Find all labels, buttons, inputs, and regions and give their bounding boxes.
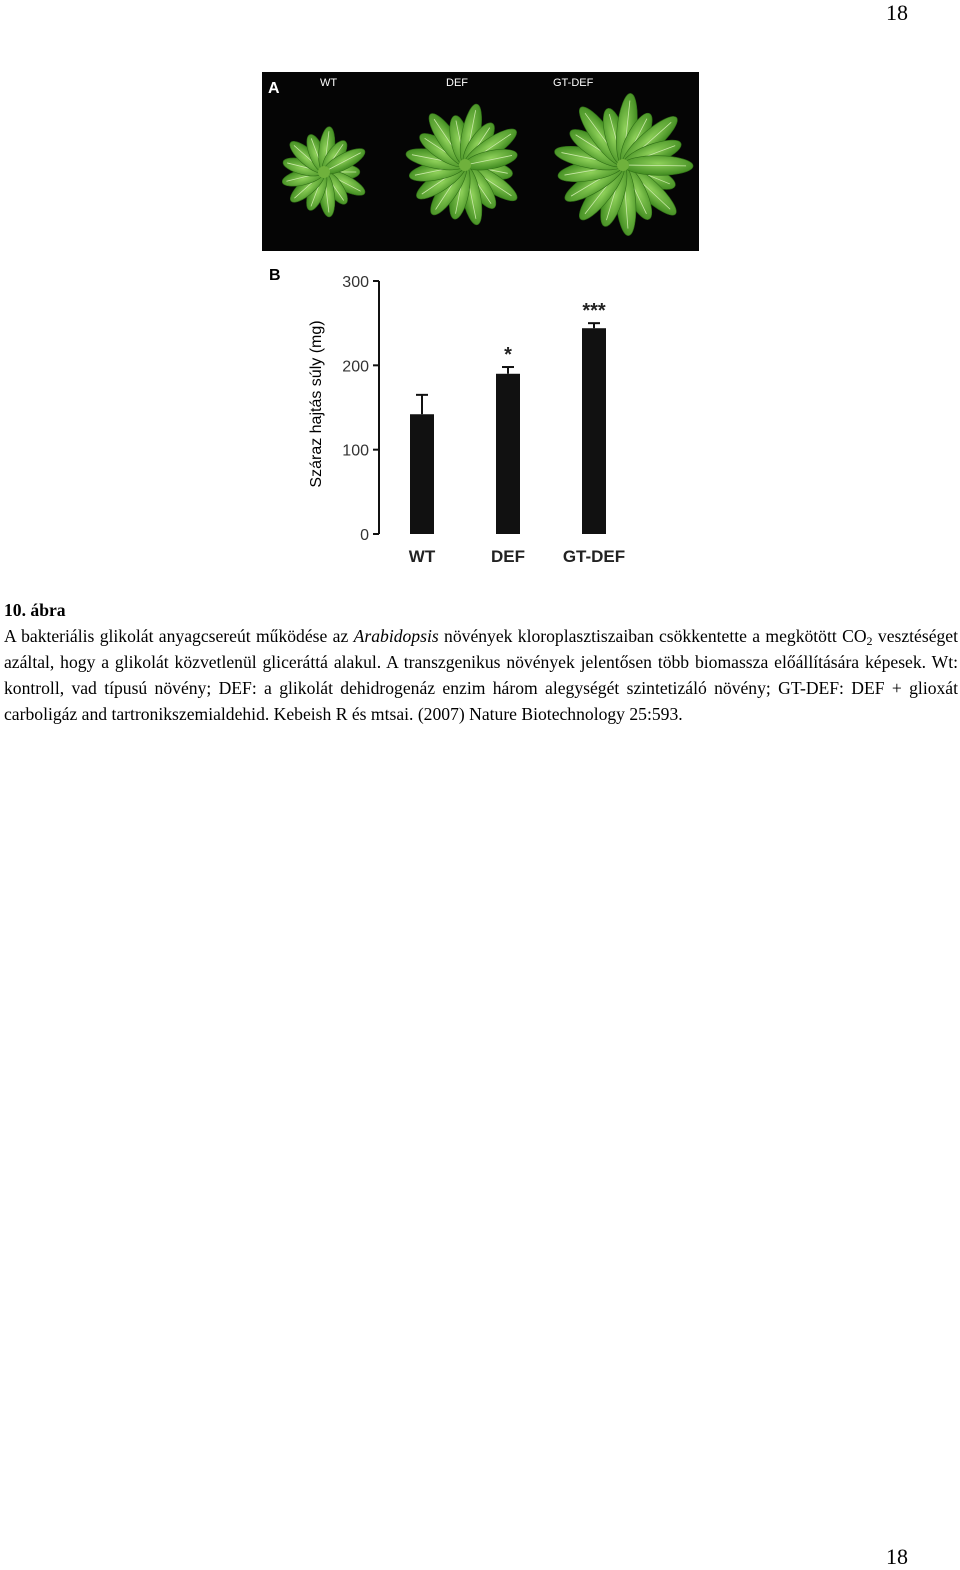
page-number-bottom: 18 (886, 1544, 908, 1569)
caption-title: 10. ábra (4, 600, 66, 620)
category-label-gt-def: GT-DEF (562, 547, 626, 566)
caption-species: Arabidopsis (353, 626, 439, 646)
y-axis-label: Száraz hajtás súly (mg) (308, 320, 325, 488)
caption-part-2: növények kloroplasztiszaiban csökkentette a megkötött CO (438, 626, 867, 646)
category-label-def: DEF (491, 547, 525, 566)
bar-def (496, 374, 520, 534)
caption-body (4, 623, 958, 727)
y-tick-label-100: 100 (342, 442, 369, 460)
plant-label-wt: WT (320, 77, 338, 89)
panel-b-letter: B (269, 267, 281, 284)
biomass-bar-chart (262, 262, 702, 582)
y-tick-label-0: 0 (360, 527, 369, 544)
category-label-wt: WT (408, 547, 436, 566)
bar-wt (410, 414, 434, 534)
biomass-chart-panel (262, 262, 702, 582)
figure-caption (4, 597, 958, 727)
panel-a-letter: A (268, 80, 280, 97)
co2-subscript: 2 (866, 634, 873, 648)
plant-photo-panel (262, 72, 699, 251)
significance-gt-def: *** (582, 300, 606, 323)
caption-part-1: A bakteriális glikolát anyagcsereút működése az (4, 626, 354, 646)
plant-label-gt-def: GT-DEF (553, 77, 594, 89)
significance-def: * (504, 344, 512, 367)
plant-label-def: DEF (446, 77, 468, 89)
y-tick-label-200: 200 (342, 358, 369, 376)
caption-part-3: vesztéséget azáltal, hogy a glikolát közvetlenül gliceráttá alakul. A transzgenikus növények jelentősen több biomassza előállítására képesek. Wt: kontroll, vad típusú növény; DEF: a glikolát dehidrogenáz enzim három alegységét szintetizáló növény; GT-DEF: DEF + glioxát carboligáz and tartronikszemialdehid. Kebeish R és mtsai. (2007) Nature Biotechnology 25:593. (4, 626, 959, 724)
y-tick-label-300: 300 (342, 274, 369, 291)
plant-rosettes-image (262, 72, 699, 251)
bar-gt-def (582, 328, 606, 534)
page-number-top: 18 (886, 0, 908, 25)
